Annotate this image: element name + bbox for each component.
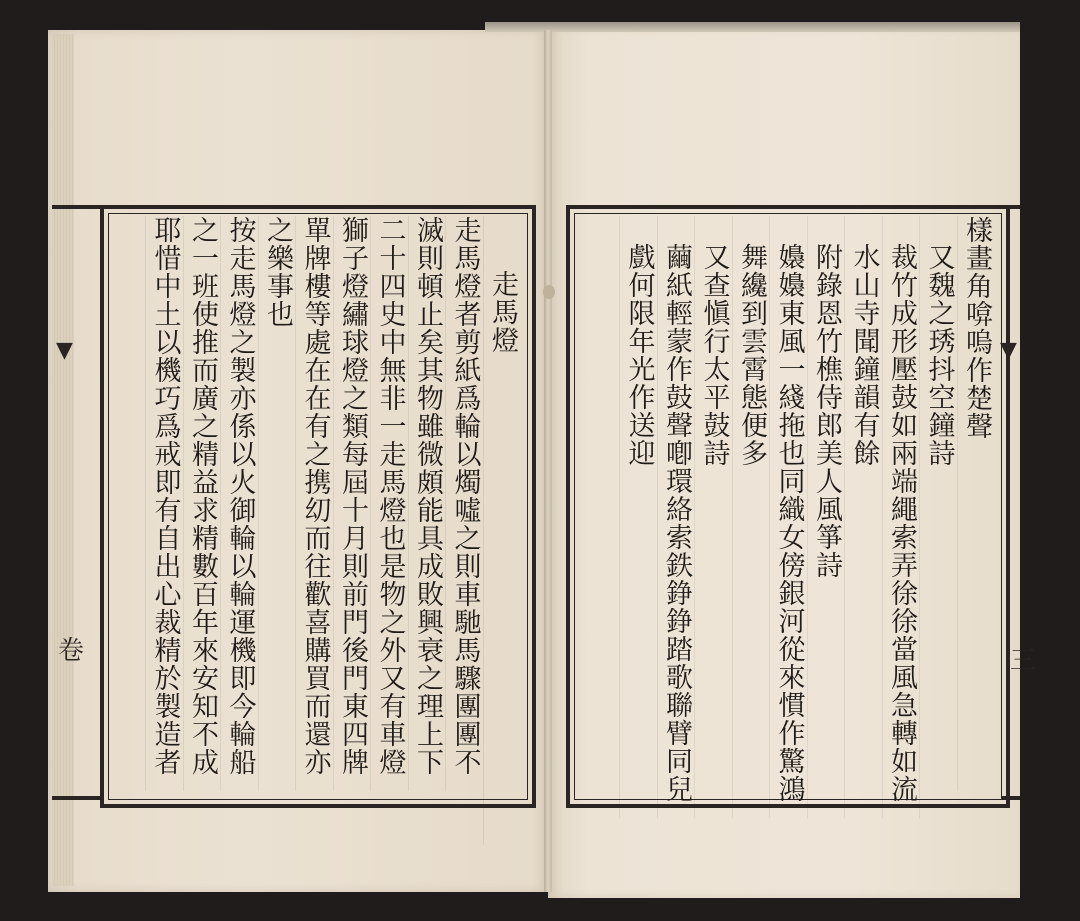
text-column: 嬝嬝東風一綫拖也同織女傍銀河從來慣作驚鴻 — [769, 216, 807, 818]
text-column: 耶惜中土以機巧爲戒即有自出心裁精於製造者 — [145, 216, 183, 791]
left-fishtail-mark: ▼ — [56, 338, 73, 363]
text-column: 舞纔到雲霄態便多 — [732, 216, 770, 818]
text-column: 走馬燈 — [483, 216, 521, 845]
text-column: 附錄恩竹樵侍郎美人風箏詩 — [807, 216, 845, 818]
right-page-top-edge — [485, 22, 1020, 32]
left-page-text — [108, 216, 520, 791]
text-column: 之一班使推而廣之精益求精數百年來安知不成 — [183, 216, 221, 791]
left-frame-rule-top — [52, 205, 100, 209]
text-column: 之樂事也 — [258, 216, 296, 791]
text-column: 單牌樓等處在在有之携㓜而往歡喜購買而還亦 — [295, 216, 333, 791]
right-frame-rule-top — [1002, 205, 1020, 209]
right-folio-number: 三 — [1010, 646, 1037, 676]
text-column: 又魏之琇抖空鐘詩 — [919, 216, 957, 818]
text-column: 繭紙輕蒙作鼓聲喞環絡索鉄錚錚踏歌聯臂同兒 — [657, 216, 695, 818]
text-column: 裁竹成形壓鼓如兩端繩索弄徐徐當風急轉如流 — [882, 216, 920, 818]
text-column: 戲何限年光作送迎 — [619, 216, 657, 818]
right-frame-rule-bottom — [1002, 796, 1020, 800]
binding-hole — [543, 285, 555, 299]
text-column: 獅子燈繡球燈之類每屆十月則前門後門東四牌 — [333, 216, 371, 791]
text-column: 按走馬燈之製亦係以火御輪以輪運機即今輪船 — [220, 216, 258, 791]
left-folio-number: 卷 — [58, 636, 85, 666]
left-frame-rule-bottom — [52, 796, 100, 800]
right-fishtail-mark: ▼ — [1000, 338, 1017, 363]
text-column: 水山寺聞鐘韻有餘 — [844, 216, 882, 818]
left-page-edges — [52, 34, 74, 886]
text-column: 樣畫角啽嗚作楚聲 — [957, 216, 995, 791]
text-column: 又查愼行太平鼓詩 — [694, 216, 732, 818]
text-column: 二十四史中無非一走馬燈也是物之外又有車燈 — [370, 216, 408, 791]
right-page-text — [574, 216, 994, 803]
text-column: 滅則頓止矣其物雖微頗能具成敗興衰之理上下 — [408, 216, 446, 791]
book-gutter — [544, 30, 552, 892]
text-column: 走馬燈者剪紙爲輪以燭噓之則車馳馬驟團團不 — [445, 216, 483, 791]
